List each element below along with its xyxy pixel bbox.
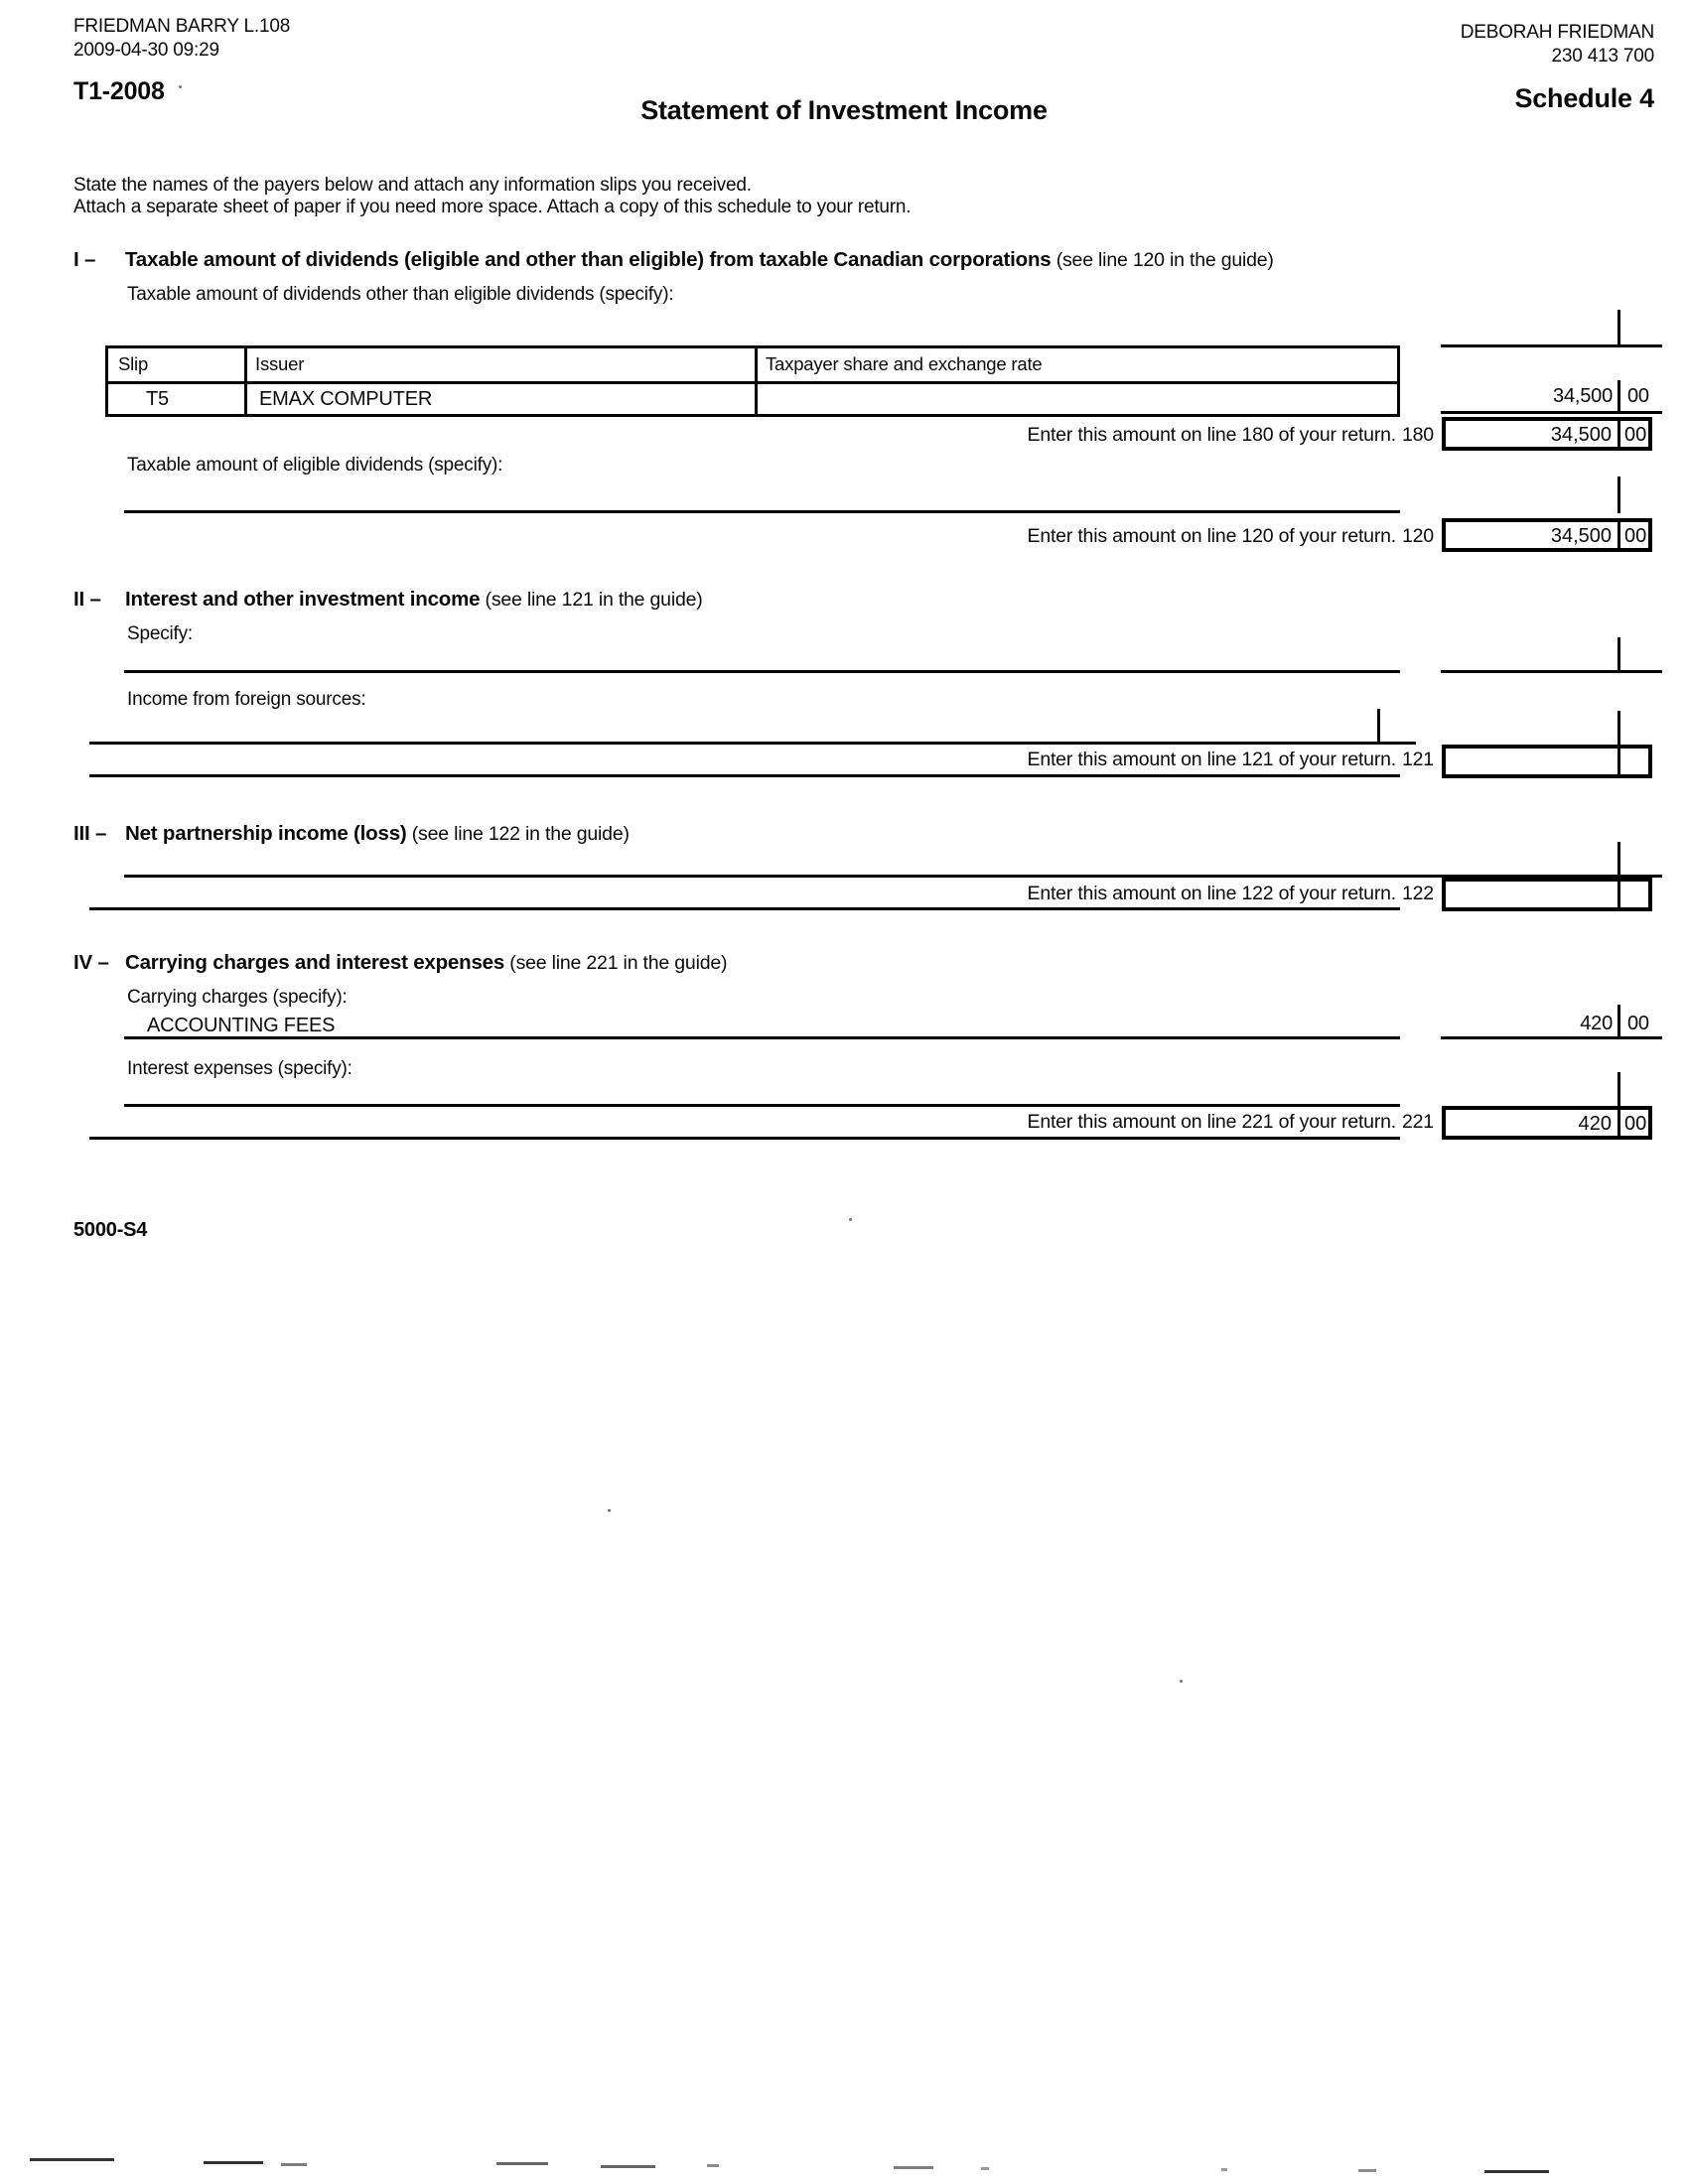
dividends-eligible-specify-line[interactable] bbox=[124, 477, 1400, 513]
line122-amount-box[interactable] bbox=[1442, 878, 1652, 911]
section2-title: Interest and other investment income bbox=[125, 588, 481, 611]
section3-title: Net partnership income (loss) bbox=[125, 822, 407, 845]
cents-divider-tick bbox=[1618, 711, 1620, 749]
line221-number: 221 bbox=[1402, 1111, 1434, 1133]
scan-artifact bbox=[707, 2164, 719, 2167]
section1-guide-note: (see line 120 in the guide) bbox=[1051, 249, 1274, 271]
section2-guide-note: (see line 121 in the guide) bbox=[480, 589, 703, 611]
dividends-row-amount-cents: 00 bbox=[1627, 385, 1649, 407]
instruction-line-1: State the names of the payers below and attach any information slips you received. bbox=[73, 175, 752, 196]
line221-dollars: 420 bbox=[1578, 1113, 1612, 1135]
line180-amount-box[interactable] bbox=[1442, 417, 1652, 451]
taxpayer-sin: 230 413 700 bbox=[1551, 46, 1654, 67]
line180-number: 180 bbox=[1402, 424, 1434, 446]
line180-cents: 00 bbox=[1624, 424, 1647, 446]
cents-divider-tick bbox=[1618, 842, 1620, 878]
line180-instruction: Enter this amount on line 180 of your return. bbox=[1027, 424, 1396, 446]
scan-speck bbox=[1180, 1680, 1183, 1683]
section2-heading bbox=[73, 588, 703, 612]
section1-heading bbox=[73, 248, 1274, 272]
interest-expenses-label: Interest expenses (specify): bbox=[127, 1058, 352, 1079]
cents-divider-tick bbox=[1618, 749, 1620, 774]
cents-divider-tick bbox=[1618, 1110, 1620, 1136]
line122-number: 122 bbox=[1402, 883, 1434, 904]
scan-speck bbox=[608, 1509, 611, 1512]
cents-divider-tick bbox=[1618, 1072, 1620, 1107]
carrying-charges-line[interactable] bbox=[124, 1005, 1400, 1039]
line221-instruction: Enter this amount on line 221 of your return. bbox=[1027, 1111, 1396, 1133]
cents-divider-tick bbox=[1618, 522, 1620, 548]
scan-artifact bbox=[981, 2167, 989, 2170]
cents-divider-tick bbox=[1377, 709, 1380, 745]
taxpayer-name: DEBORAH FRIEDMAN bbox=[1460, 22, 1654, 43]
dividends-eligible-label: Taxable amount of eligible dividends (specify): bbox=[127, 455, 503, 476]
cents-divider-tick bbox=[1618, 421, 1620, 447]
section4-guide-note: (see line 221 in the guide) bbox=[504, 952, 728, 974]
scan-artifact bbox=[601, 2165, 655, 2168]
foreign-sources-label: Income from foreign sources: bbox=[127, 689, 366, 710]
form-version: T1-2008 bbox=[73, 77, 165, 105]
scan-artifact bbox=[496, 2162, 548, 2165]
page-title: Statement of Investment Income bbox=[640, 95, 1048, 125]
scan-artifact bbox=[1221, 2168, 1227, 2171]
line121-instruction: Enter this amount on line 121 of your return. bbox=[1027, 749, 1396, 770]
section3-numeral: III – bbox=[73, 822, 107, 845]
instruction-line-2: Attach a separate sheet of paper if you need more space. Attach a copy of this schedule to your return. bbox=[73, 197, 912, 217]
cents-divider-tick bbox=[1618, 310, 1620, 347]
section4-title: Carrying charges and interest expenses bbox=[125, 951, 505, 974]
line121-number: 121 bbox=[1402, 749, 1434, 770]
carrying-charges-label: Carrying charges (specify): bbox=[127, 987, 348, 1008]
payer-table bbox=[105, 345, 1400, 417]
scan-artifact bbox=[30, 2158, 114, 2161]
dividends-other-amount-field[interactable] bbox=[1441, 310, 1662, 347]
partnership-specify-line[interactable] bbox=[124, 842, 1662, 878]
cents-divider-tick bbox=[1618, 477, 1620, 513]
line120-instruction: Enter this amount on line 120 of your return. bbox=[1027, 525, 1396, 547]
line221-amount-box[interactable] bbox=[1442, 1106, 1652, 1140]
line122-instruction: Enter this amount on line 122 of your return. bbox=[1027, 883, 1396, 904]
scan-artifact bbox=[204, 2161, 263, 2164]
section1-numeral: I – bbox=[73, 248, 96, 271]
section4-numeral: IV – bbox=[73, 951, 109, 974]
scan-artifact bbox=[1358, 2169, 1376, 2172]
table-header-rule bbox=[108, 381, 1397, 384]
table-row-slip-value[interactable]: T5 bbox=[146, 388, 169, 410]
print-timestamp: 2009-04-30 09:29 bbox=[73, 40, 219, 61]
scan-artifact bbox=[894, 2166, 933, 2169]
form-code: 5000-S4 bbox=[73, 1219, 148, 1241]
line121-amount-box[interactable] bbox=[1442, 745, 1652, 778]
cents-divider-tick bbox=[1618, 882, 1620, 907]
carrying-amount-dollars: 420 bbox=[1580, 1013, 1613, 1034]
scan-speck bbox=[179, 85, 182, 88]
carrying-amount-cents: 00 bbox=[1627, 1013, 1649, 1034]
section1-title: Taxable amount of dividends (eligible and other than eligible) from taxable Canadian corporations bbox=[125, 248, 1052, 271]
line120-cents: 00 bbox=[1624, 525, 1647, 547]
line120-dollars: 34,500 bbox=[1550, 525, 1612, 547]
schedule-number: Schedule 4 bbox=[1514, 83, 1654, 113]
line180-dollars: 34,500 bbox=[1550, 424, 1612, 446]
line120-amount-box[interactable] bbox=[1442, 518, 1652, 552]
interest-amount-field[interactable] bbox=[1441, 637, 1662, 673]
section4-heading bbox=[73, 951, 727, 975]
scan-artifact bbox=[1484, 2170, 1549, 2173]
cents-divider-tick bbox=[1618, 637, 1620, 673]
interest-specify-line[interactable] bbox=[124, 637, 1400, 673]
section2-numeral: II – bbox=[73, 588, 101, 611]
cents-divider-tick bbox=[1618, 380, 1620, 414]
scan-speck bbox=[849, 1218, 852, 1221]
preparer-name: FRIEDMAN BARRY L.108 bbox=[73, 16, 291, 37]
interest-expenses-line[interactable] bbox=[124, 1072, 1400, 1107]
col-header-issuer: Issuer bbox=[255, 353, 305, 374]
foreign-sources-line[interactable] bbox=[89, 709, 1416, 745]
scan-artifact bbox=[281, 2163, 307, 2166]
carrying-charges-entry[interactable]: ACCOUNTING FEES bbox=[147, 1015, 336, 1036]
col-header-share: Taxpayer share and exchange rate bbox=[766, 353, 1043, 374]
section3-guide-note: (see line 122 in the guide) bbox=[406, 823, 630, 845]
cents-divider-tick bbox=[1618, 1005, 1620, 1039]
dividends-other-label: Taxable amount of dividends other than eligible dividends (specify): bbox=[127, 284, 674, 305]
col-header-slip: Slip bbox=[118, 353, 149, 374]
table-row-issuer-value[interactable]: EMAX COMPUTER bbox=[259, 388, 433, 410]
line120-number: 120 bbox=[1402, 525, 1434, 547]
interest-specify-label: Specify: bbox=[127, 623, 193, 644]
line221-cents: 00 bbox=[1624, 1113, 1647, 1135]
dividends-row-amount-dollars: 34,500 bbox=[1553, 385, 1613, 407]
